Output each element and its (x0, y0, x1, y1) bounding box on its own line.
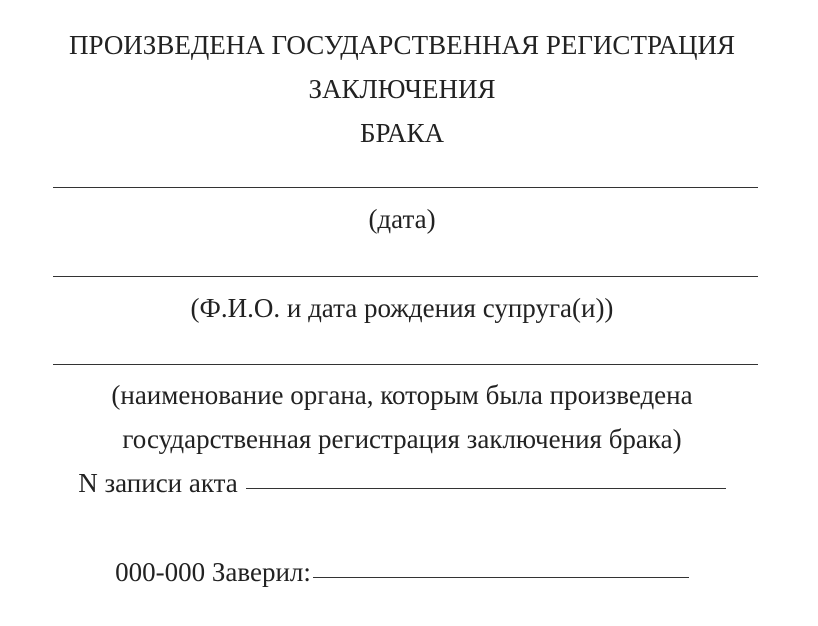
certified-label: Заверил: (211, 557, 311, 587)
act-record-row (0, 468, 804, 498)
stamp-heading-line-2: ЗАКЛЮЧЕНИЯ (308, 74, 496, 104)
date-caption: (дата) (368, 204, 436, 234)
authority-caption-line-2: государственная регистрация заключения брака) (122, 424, 682, 454)
authority-fill-line (53, 364, 758, 365)
act-record-label: N записи акта (78, 468, 238, 498)
stamp-heading-line-3: БРАКА (359, 118, 445, 148)
date-fill-line (53, 187, 758, 188)
spouse-fill-line (53, 276, 758, 277)
signature-fill-line (313, 577, 689, 578)
act-record-fill-line (246, 488, 726, 489)
certified-row (0, 557, 804, 587)
authority-caption-line-1: (наименование органа, которым была произведена (111, 380, 693, 410)
certified-code: 000-000 (115, 557, 206, 587)
stamp-heading-line-1: ПРОИЗВЕДЕНА ГОСУДАРСТВЕННАЯ РЕГИСТРАЦИЯ (68, 30, 736, 60)
spouse-caption: (Ф.И.О. и дата рождения супруга(и)) (190, 293, 614, 323)
